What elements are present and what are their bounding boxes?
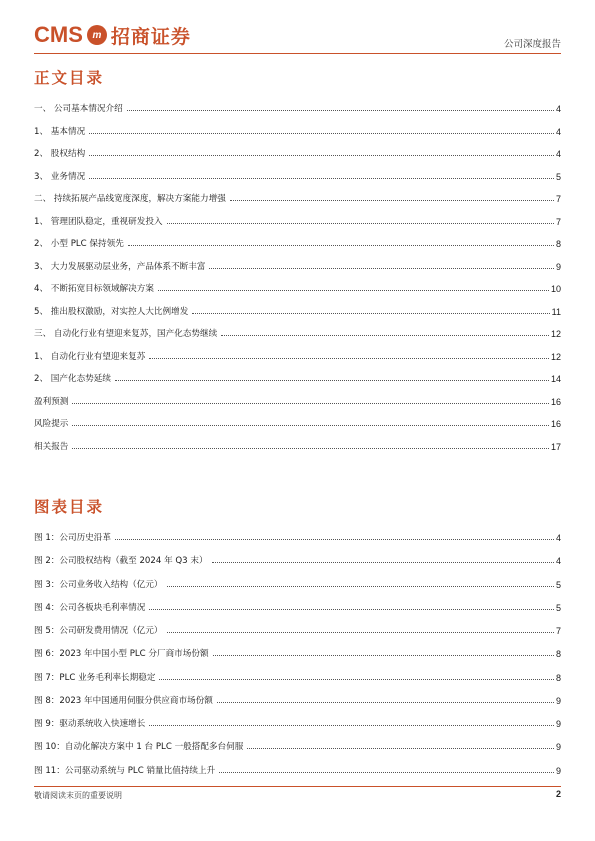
footer-disclaimer: 敬请阅读末页的重要说明 — [34, 791, 122, 800]
entry-title: 图 8：2023 年中国通用伺服分供应商市场份额 — [34, 695, 213, 706]
dot-leader — [127, 110, 554, 111]
entry-page-number: 16 — [550, 396, 561, 407]
logo-chinese-name: 招商证券 — [110, 25, 191, 48]
dot-leader — [149, 358, 549, 359]
company-logo — [34, 22, 191, 48]
dot-leader — [167, 586, 554, 587]
figure-entry[interactable] — [34, 645, 561, 659]
entry-page-number: 8 — [555, 239, 561, 249]
entry-title: 4、 不断拓宽目标领域解决方案 — [34, 284, 154, 294]
entry-title: 2、 国产化态势延续 — [34, 374, 111, 384]
logo-emblem-icon: m — [87, 25, 107, 45]
page-number: 2 — [555, 789, 561, 799]
dot-leader — [167, 632, 554, 633]
entry-page-number: 5 — [555, 602, 561, 613]
toc-entry[interactable] — [34, 258, 561, 272]
figure-entry[interactable] — [34, 669, 561, 683]
toc-entry[interactable] — [34, 303, 561, 317]
figure-entry[interactable] — [34, 622, 561, 636]
dot-leader — [72, 425, 549, 426]
entry-page-number: 4 — [555, 149, 561, 159]
toc-entry[interactable] — [34, 325, 561, 339]
dot-leader — [149, 725, 554, 726]
figure-entry[interactable] — [34, 599, 561, 613]
figure-entry[interactable] — [34, 529, 561, 543]
toc-entry[interactable] — [34, 415, 561, 429]
entry-title: 2、 股权结构 — [34, 149, 86, 159]
figure-list-title: 图表目录 — [34, 498, 105, 516]
entry-title: 二、 持续拓展产品线宽度深度，解决方案能力增强 — [34, 194, 226, 204]
entry-title: 图 9：驱动系统收入快速增长 — [34, 719, 146, 729]
entry-title: 盈利预测 — [34, 396, 69, 407]
logo-cms-text: CMS — [34, 22, 83, 47]
figure-entry[interactable] — [34, 692, 561, 706]
entry-page-number: 9 — [555, 742, 561, 753]
toc-entry[interactable] — [34, 168, 561, 182]
entry-title: 图 7：PLC 业务毛利率长期稳定 — [34, 672, 156, 683]
figure-entry[interactable] — [34, 552, 561, 566]
toc-entry[interactable] — [34, 190, 561, 204]
entry-page-number: 9 — [555, 765, 561, 776]
page-header — [0, 0, 595, 52]
entry-title: 1、 管理团队稳定，重视研发投入 — [34, 216, 163, 227]
entry-title: 2、 小型 PLC 保持领先 — [34, 239, 124, 249]
toc-entry[interactable] — [34, 393, 561, 407]
entry-title: 5、 推出股权激励，对实控人大比例增发 — [34, 306, 189, 317]
entry-page-number: 11 — [551, 306, 561, 317]
entry-title: 图 2：公司股权结构（截至 2024 年 Q3 末） — [34, 556, 208, 567]
toc-entry[interactable] — [34, 348, 561, 362]
figure-entry[interactable] — [34, 715, 561, 729]
entry-page-number: 8 — [555, 649, 561, 660]
dot-leader — [247, 748, 554, 749]
header-divider — [34, 53, 561, 54]
dot-leader — [89, 155, 554, 156]
entry-title: 相关报告 — [34, 441, 69, 452]
entry-page-number: 12 — [550, 351, 561, 362]
dot-leader — [115, 380, 549, 381]
dot-leader — [159, 679, 554, 680]
entry-title: 1、 基本情况 — [34, 126, 86, 137]
entry-page-number: 14 — [550, 374, 561, 384]
dot-leader — [89, 178, 554, 179]
report-type-label: 公司深度报告 — [503, 39, 561, 50]
dot-leader — [149, 609, 554, 610]
entry-title: 三、 自动化行业有望迎来复苏，国产化态势继续 — [34, 329, 218, 339]
dot-leader — [219, 772, 554, 773]
toc-entry[interactable] — [34, 213, 561, 227]
entry-title: 图 4：公司各板块毛利率情况 — [34, 602, 146, 613]
entry-page-number: 7 — [555, 194, 561, 204]
entry-page-number: 5 — [555, 579, 561, 590]
footer-divider — [34, 786, 561, 787]
entry-title: 图 3：公司业务收入结构（亿元） — [34, 579, 163, 590]
dot-leader — [89, 133, 554, 134]
toc-entry[interactable] — [34, 370, 561, 384]
entry-page-number: 4 — [555, 104, 561, 114]
entry-page-number: 4 — [555, 556, 561, 567]
entry-title: 图 5：公司研发费用情况（亿元） — [34, 626, 163, 636]
figure-entry[interactable] — [34, 576, 561, 590]
dot-leader — [192, 313, 549, 314]
entry-page-number: 12 — [550, 329, 561, 339]
toc-entry[interactable] — [34, 438, 561, 452]
entry-page-number: 16 — [550, 419, 561, 429]
dot-leader — [221, 335, 549, 336]
entry-page-number: 9 — [555, 261, 561, 272]
entry-title: 3、 大力发展驱动层业务，产品体系不断丰富 — [34, 261, 206, 272]
entry-title: 图 10：自动化解决方案中 1 台 PLC 一般搭配多台伺服 — [34, 742, 244, 753]
entry-page-number: 10 — [550, 284, 561, 294]
entry-title: 图 6：2023 年中国小型 PLC 分厂商市场份额 — [34, 649, 209, 660]
entry-page-number: 17 — [550, 441, 561, 452]
dot-leader — [230, 200, 554, 201]
dot-leader — [115, 539, 554, 540]
toc-entry[interactable] — [34, 145, 561, 159]
entry-title: 3、 业务情况 — [34, 171, 86, 182]
dot-leader — [72, 403, 549, 404]
entry-title: 图 1：公司历史沿革 — [34, 533, 111, 543]
toc-entry[interactable] — [34, 235, 561, 249]
toc-title: 正文目录 — [34, 69, 105, 87]
entry-title: 一、 公司基本情况介绍 — [34, 104, 123, 114]
entry-page-number: 4 — [555, 533, 561, 543]
toc-entry[interactable] — [34, 123, 561, 137]
dot-leader — [217, 702, 554, 703]
entry-page-number: 8 — [555, 672, 561, 683]
entry-page-number: 5 — [555, 171, 561, 182]
dot-leader — [167, 223, 554, 224]
entry-page-number: 7 — [555, 626, 561, 636]
entry-page-number: 7 — [555, 216, 561, 227]
dot-leader — [72, 448, 549, 449]
dot-leader — [213, 655, 554, 656]
entry-title: 图 11：公司驱动系统与 PLC 销量比值持续上升 — [34, 765, 216, 776]
entry-page-number: 9 — [555, 695, 561, 706]
entry-page-number: 4 — [555, 126, 561, 137]
toc-entry[interactable] — [34, 100, 561, 114]
dot-leader — [128, 245, 554, 246]
toc-entry[interactable] — [34, 280, 561, 294]
figure-entry[interactable] — [34, 738, 561, 752]
dot-leader — [212, 562, 554, 563]
dot-leader — [209, 268, 554, 269]
entry-title: 风险提示 — [34, 419, 69, 429]
dot-leader — [158, 290, 549, 291]
figure-entry[interactable] — [34, 762, 561, 776]
entry-page-number: 9 — [555, 719, 561, 729]
entry-title: 1、 自动化行业有望迎来复苏 — [34, 351, 146, 362]
